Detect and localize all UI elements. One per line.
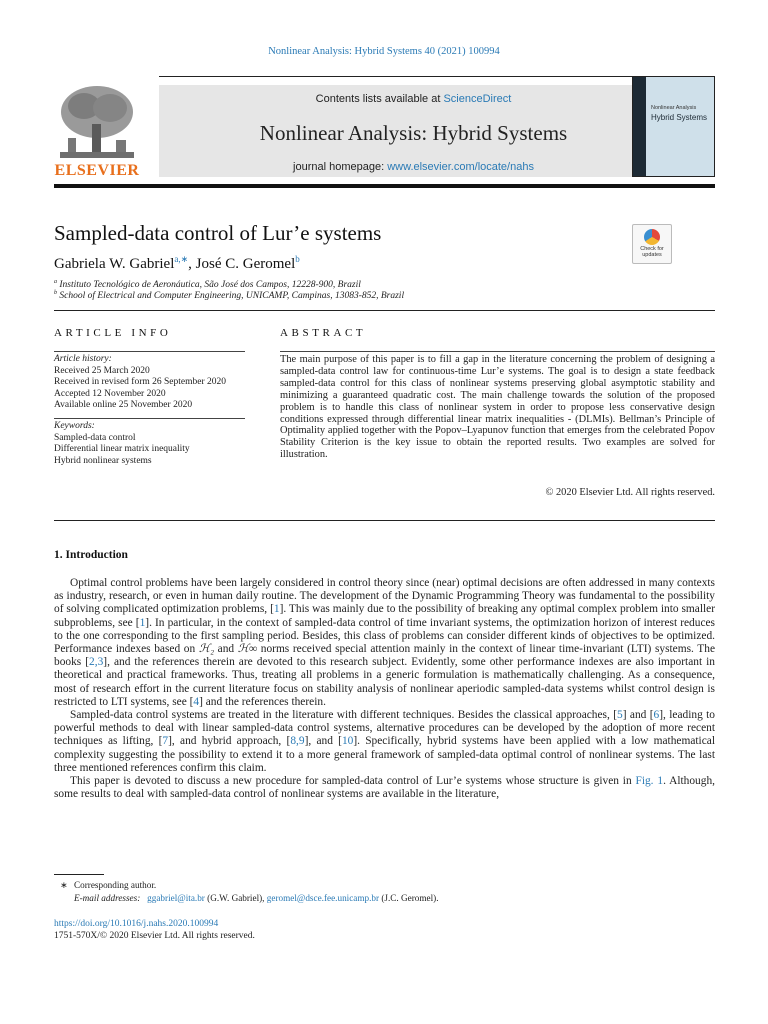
history-item: Accepted 12 November 2020 [54, 388, 166, 399]
keywords-block [54, 421, 245, 467]
reference-link[interactable]: 2,3 [89, 656, 104, 669]
abstract-rule [280, 351, 715, 352]
elsevier-tree-icon [54, 82, 140, 162]
footnote-rule [54, 874, 104, 875]
journal-cover-thumbnail[interactable] [632, 76, 715, 177]
check-for-updates-button[interactable] [632, 224, 672, 264]
journal-banner [159, 85, 668, 177]
intro-paragraph-2: Sampled-data control systems are treated in the literature with different techniques. Besides the classical approaches, [5] and [6], leading to powerful methods to deal with linear sampled-data control systems, alternative procedures can be developed by the adoption of more recent techniques as lifting, [7], and hybrid approach, [8,9], and [10]. Specifically, hybrid systems have been applied with a low mathematical complexity suggesting the possibility to extend it to a more general framework of sampled-data optimal control of nonlinear systems. The last three mentioned references confirm this claim. [54, 709, 715, 774]
footnote-star: ∗ [60, 880, 68, 890]
reference-link[interactable]: 7 [162, 735, 169, 748]
author-affil-marks[interactable]: a,∗ [174, 254, 189, 264]
hinf-norm-symbol: ℋ∞ [237, 643, 258, 656]
affiliation-a: $^a$ Instituto Tecnológico de Aeronáutica, São José dos Campos, 12228-900, Brazil [54, 279, 361, 291]
journal-title: Nonlinear Analysis: Hybrid Systems [259, 121, 568, 145]
h2-norm-symbol: ℋ₂ [198, 643, 215, 656]
keyword-item: Hybrid nonlinear systems [54, 455, 152, 466]
elsevier-logo[interactable] [54, 82, 140, 180]
elsevier-wordmark: ELSEVIER [54, 162, 140, 179]
figure-link[interactable]: Fig. 1 [635, 775, 664, 788]
email-label: E-mail addresses: [74, 893, 141, 903]
email-link[interactable]: geromel@dsce.fee.unicamp.br [266, 893, 380, 903]
sciencedirect-link[interactable]: ScienceDirect [443, 93, 512, 105]
reference-link[interactable]: 5 [617, 709, 623, 722]
history-item: Available online 25 November 2020 [54, 400, 193, 411]
header-bottom-rule [54, 184, 715, 188]
contents-prefix: Contents lists available at [315, 93, 444, 105]
author-name[interactable]: José C. Geromel [195, 256, 296, 272]
email-addresses: E-mail addresses: ggabriel@ita.br (G.W. Gabriel), geromel@dsce.fee.unicamp.br (J.C. Geromel). [74, 893, 439, 903]
homepage-prefix: journal homepage: [293, 161, 388, 173]
reference-link[interactable]: 1 [273, 603, 280, 616]
author-affil-marks[interactable]: b [295, 254, 300, 264]
cover-title: Hybrid Systems [651, 113, 708, 122]
check-for-updates-icon [644, 229, 660, 245]
keywords-label: Keywords: [54, 421, 95, 431]
intro-paragraph-3: This paper is devoted to discuss a new procedure for sampled-data control of Lur’e systems whose structure is given in Fig. 1. Although, some results to deal with sampled-data control of nonlinear systems are available in the literature, [54, 775, 715, 801]
email-link[interactable]: ggabriel@ita.br [147, 893, 205, 903]
cover-spine [633, 77, 646, 176]
abstract-heading: ABSTRACT [280, 327, 367, 339]
intro-paragraph-1: Optimal control problems have been largely considered in control theory since (near) optimal decisions are often addressed in many contexts as industry, research, or even in human daily routine. The development of the Dynamic Programming Theory was fundamental to the possibility of solving complicated optimization problems, [1]. This was mainly due to the possibility of breaking any optimal complex problem into smaller subproblems, see [1]. In particular, in the context of sampled-data control of time invariant systems, the optimization horizon of interest reduces to the one corresponding to the first sampling period. Besides, this class of problems can consider different kinds of objectives to be optimized. Performance indexes based on ℋ₂ and ℋ∞ norms received special attention mainly in the context of linear time-invariant (LTI) systems. The books [2,3], and the references therein are devoted to this research subject. Evidently, some other performance indexes are also important in theoretical and practical frameworks. Thus, treating all problems in a generic formulation is mathematically challenging. As a consequence, most of research effort in the current literature focus on stability analysis of nonlinear aperiodic sampled-data systems whilst control design is restricted to LTI systems, see [4] and the references therein. [54, 577, 715, 708]
cover-small-text: Nonlinear Analysis [651, 105, 697, 111]
corresponding-author-note [54, 880, 156, 891]
abstract-text: The main purpose of this paper is to fill a gap in the literature concerning the problem of designing a sampled-data control law for continuous-time Lur’e systems. The goal is to design a state feedback sampled-data control for this class of nonlinear systems preserving global asymptotic stability and minimizing a guaranteed quadratic cost. The main challenge towards the solution of the proposed problem is to handle this class of nonlinear system in order to propose less conservative design conditions expressed through differential linear matrix inequalities - (DLMIs). Bellman’s Principle of Optimality applied together with the Popov–Lyapunov function that emerges from the celebrated Popov Stability Criterion is the key issue to obtain the reported results. Two examples are solved for illustration. [280, 354, 715, 461]
reference-link[interactable]: 8,9 [290, 735, 305, 748]
author-list [54, 254, 300, 273]
journal-citation-link[interactable]: Nonlinear Analysis: Hybrid Systems 40 (2021) 100994 [268, 46, 500, 57]
author-name[interactable]: Gabriela W. Gabriel [54, 256, 175, 272]
section-heading-introduction: 1. Introduction [54, 549, 128, 561]
corresponding-label: Corresponding author. [74, 880, 157, 890]
contents-line [159, 93, 668, 105]
article-history [54, 354, 245, 412]
keyword-item: Differential linear matrix inequality [54, 444, 190, 455]
affiliation-b: $^b$ School of Electrical and Computer Engineering, UNICAMP, Campinas, 13083-852, Brazil [54, 290, 405, 302]
homepage-line [159, 161, 668, 173]
issn-line: 1751-570X/© 2020 Elsevier Ltd. All rights reserved. [54, 931, 255, 941]
check-updates-label: Check for updates [640, 246, 664, 258]
header-top-rule [159, 76, 668, 77]
paper-title: Sampled-data control of Lur’e systems [54, 221, 382, 245]
title-divider [54, 310, 715, 311]
keyword-item: Sampled-data control [54, 432, 136, 443]
reference-link[interactable]: 6 [653, 709, 660, 722]
abstract-copyright: © 2020 Elsevier Ltd. All rights reserved. [545, 487, 715, 498]
reference-link[interactable]: 10 [341, 735, 354, 748]
journal-homepage-link[interactable]: www.elsevier.com/locate/nahs [387, 161, 534, 173]
reference-link[interactable]: 4 [193, 695, 200, 708]
history-item: Received in revised form 26 September 2020 [54, 377, 227, 388]
author-separator: , [188, 256, 196, 272]
abstract-divider [54, 520, 715, 521]
article-info-rule [54, 351, 245, 352]
introduction-body [54, 577, 715, 801]
history-label: Article history: [54, 354, 112, 364]
doi-link[interactable]: https://doi.org/10.1016/j.nahs.2020.100994 [54, 919, 219, 929]
keywords-rule [54, 418, 245, 419]
article-info-heading: ARTICLE INFO [54, 327, 172, 339]
reference-link[interactable]: 1 [139, 616, 146, 629]
journal-header [54, 76, 715, 186]
history-item: Received 25 March 2020 [54, 365, 150, 376]
